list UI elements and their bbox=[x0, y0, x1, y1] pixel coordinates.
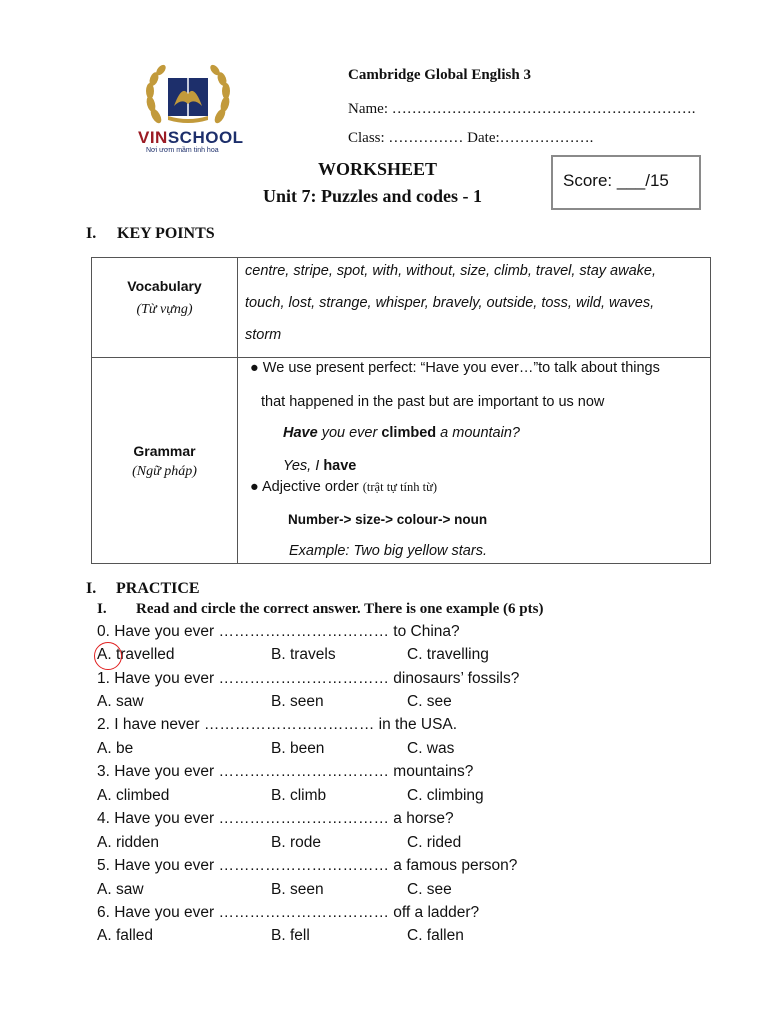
question-text: 3. Have you ever …………………………… mountains? bbox=[97, 763, 474, 780]
option-a[interactable]: A. falled bbox=[97, 927, 154, 944]
practice-number: I. bbox=[86, 580, 97, 597]
brand-name: VINSCHOOL bbox=[138, 128, 244, 147]
vocab-line: centre, stripe, spot, with, without, size, climb, travel, stay awake, bbox=[245, 263, 656, 279]
adjective-order: Number-> size-> colour-> noun bbox=[288, 512, 488, 527]
question-text: 1. Have you ever …………………………… dinosaurs’ fossils? bbox=[97, 670, 520, 687]
option-c[interactable]: C. was bbox=[407, 740, 455, 757]
option-b[interactable]: B. rode bbox=[271, 834, 321, 851]
vocab-line: storm bbox=[245, 327, 282, 343]
option-b[interactable]: B. fell bbox=[271, 927, 310, 944]
question-text: 4. Have you ever …………………………… a horse? bbox=[97, 810, 454, 827]
option-b[interactable]: B. seen bbox=[271, 881, 324, 898]
practice-heading: PRACTICE bbox=[116, 580, 200, 597]
option-b[interactable]: B. been bbox=[271, 740, 325, 757]
question-text: 6. Have you ever …………………………… off a ladder? bbox=[97, 904, 480, 921]
key-points-number: I. bbox=[86, 225, 97, 242]
option-c[interactable]: C. see bbox=[407, 693, 452, 710]
question-text: 0. Have you ever …………………………… to China? bbox=[97, 623, 460, 640]
grammar-sublabel: (Ngữ pháp) bbox=[132, 464, 197, 479]
vinschool-logo bbox=[138, 64, 244, 156]
option-a[interactable]: A. climbed bbox=[97, 787, 170, 804]
question-text: 5. Have you ever …………………………… a famous person? bbox=[97, 857, 518, 874]
question-text: 2. I have never …………………………… in the USA. bbox=[97, 716, 458, 733]
option-b[interactable]: B. travels bbox=[271, 646, 336, 663]
grammar-rule-1: ● We use present perfect: “Have you ever…”to talk about things bbox=[250, 360, 660, 376]
example-answer-circle bbox=[94, 642, 122, 670]
table-divider bbox=[237, 258, 238, 563]
class-date-line: Class: …………… Date:………………. bbox=[348, 130, 594, 146]
grammar-example-question: Have you ever climbed a mountain? bbox=[283, 425, 520, 441]
option-a[interactable]: A. saw bbox=[97, 693, 144, 710]
bullet-icon: ● bbox=[250, 479, 262, 495]
score-box bbox=[551, 155, 701, 210]
table-divider bbox=[92, 357, 710, 358]
grammar-example-answer: Yes, I have bbox=[283, 458, 357, 474]
score-label: Score: ___/15 bbox=[563, 171, 669, 190]
grammar-label: Grammar bbox=[133, 443, 196, 459]
laurel-book-emblem bbox=[138, 64, 238, 134]
key-points-table bbox=[91, 257, 711, 564]
option-a[interactable]: A. be bbox=[97, 740, 134, 757]
option-c[interactable]: C. see bbox=[407, 881, 452, 898]
brand-tagline: Nơi ươm mầm tinh hoa bbox=[146, 147, 219, 154]
vocab-line: touch, lost, strange, whisper, bravely, outside, toss, wild, waves, bbox=[245, 295, 655, 311]
option-c[interactable]: C. travelling bbox=[407, 646, 489, 663]
grammar-rule-1-cont: that happened in the past but are important to us now bbox=[261, 394, 605, 410]
option-c[interactable]: C. climbing bbox=[407, 787, 484, 804]
worksheet-subtitle: Unit 7: Puzzles and codes - 1 bbox=[263, 186, 482, 206]
option-c[interactable]: C. fallen bbox=[407, 927, 464, 944]
course-title: Cambridge Global English 3 bbox=[348, 67, 531, 83]
worksheet-title: WORKSHEET bbox=[318, 159, 438, 179]
exercise-number: I. bbox=[97, 601, 107, 617]
key-points-heading: KEY POINTS bbox=[117, 225, 215, 242]
option-b[interactable]: B. seen bbox=[271, 693, 324, 710]
vocabulary-sublabel: (Từ vựng) bbox=[136, 302, 193, 317]
exercise-instruction: Read and circle the correct answer. There is one example (6 pts) bbox=[136, 601, 544, 617]
vocabulary-label: Vocabulary bbox=[127, 278, 202, 294]
grammar-rule-2: ● Adjective order (trật tự tính từ) bbox=[250, 479, 438, 495]
option-b[interactable]: B. climb bbox=[271, 787, 327, 804]
adjective-example: Example: Two big yellow stars. bbox=[289, 543, 487, 559]
option-c[interactable]: C. rided bbox=[407, 834, 462, 851]
name-line: Name: ……………………………………………………. bbox=[348, 101, 696, 117]
option-a[interactable]: A. ridden bbox=[97, 834, 160, 851]
option-a[interactable]: A. saw bbox=[97, 881, 144, 898]
bullet-icon: ● bbox=[250, 360, 263, 376]
option-a[interactable]: A. travelled bbox=[97, 646, 175, 663]
